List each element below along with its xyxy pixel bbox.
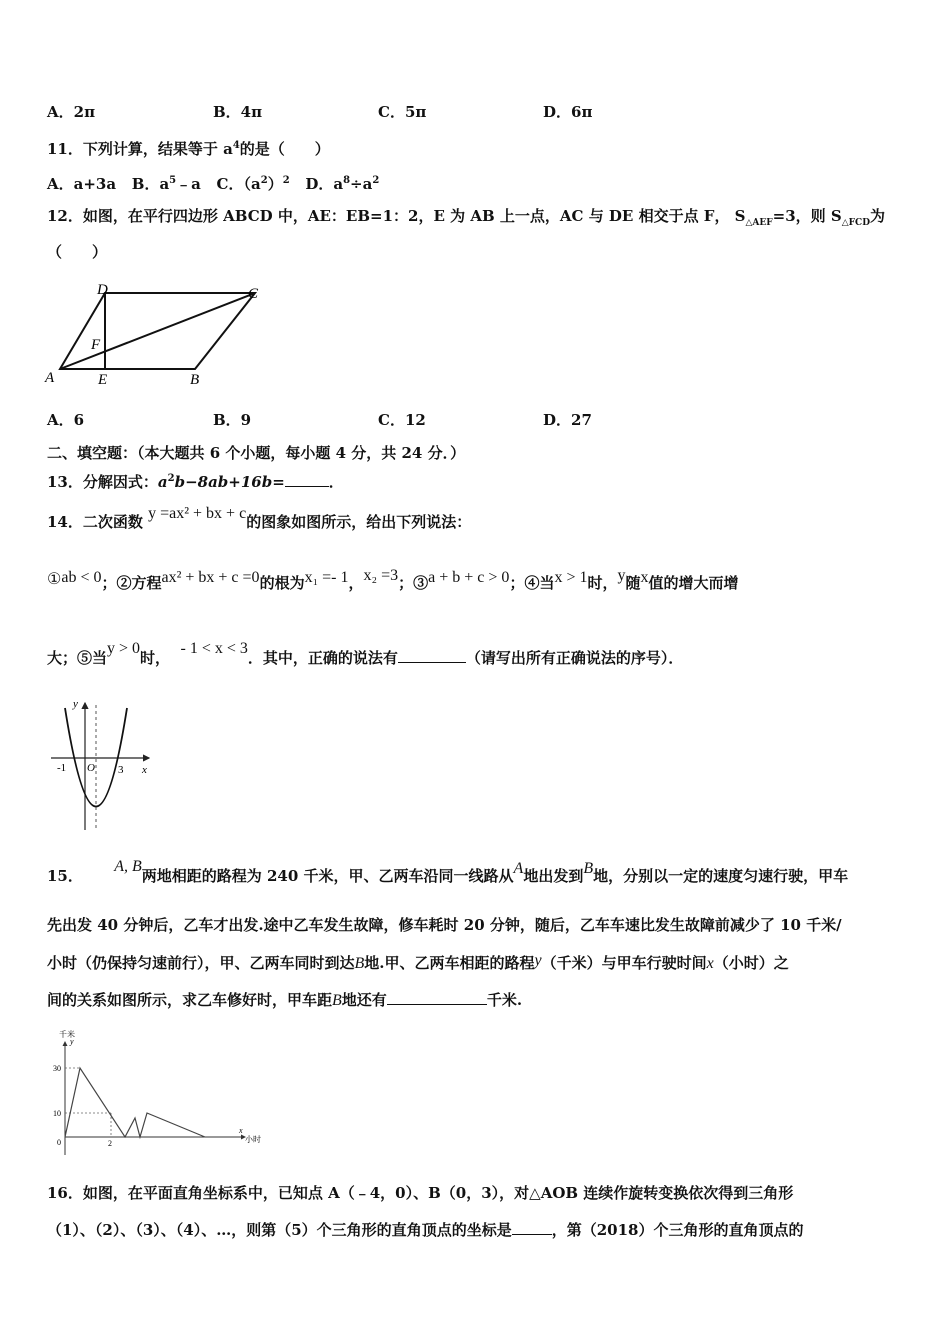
graph-label-y: y: [73, 698, 78, 710]
q12-paren: （ ）: [47, 243, 108, 261]
graph-label-3: 3: [118, 764, 124, 776]
q11-option-c: C．$(a^2)^2$: [216, 175, 290, 193]
q11-option-a: A．a+3a: [47, 175, 117, 193]
graph-tick-10: 10: [53, 1109, 61, 1118]
q11-stem: [47, 136, 330, 159]
q11-option-d: D．$a^8\div a^2$: [305, 175, 380, 193]
label-a: A: [45, 370, 55, 386]
graph-label-neg1: -1: [57, 762, 67, 774]
graph-ylabel-y: y: [70, 1037, 74, 1046]
q10-option-a: A．2π: [47, 103, 96, 121]
q15-answer-blank[interactable]: [387, 990, 487, 1005]
q12-option-d: D．27: [543, 411, 592, 429]
q16-answer-blank[interactable]: [512, 1220, 552, 1235]
q10-option-c: C．5π: [378, 103, 427, 121]
q11-stem-suffix: 的是（ ）: [239, 140, 330, 158]
q13-answer-blank[interactable]: [285, 472, 329, 487]
graph-tick-x2: 2: [108, 1139, 112, 1148]
q14-intro: 14．二次函数 y =ax² + bx + c的图象如图所示，给出下列说法：: [47, 505, 472, 531]
q12-option-c: C．12: [378, 411, 426, 429]
q11-stem-prefix: 11．下列计算，结果等于 a: [47, 140, 233, 158]
graph-ylabel: 千米: [59, 1030, 75, 1039]
label-c: C: [248, 286, 259, 302]
q16-line2: （1）、（2）、（3）、（4）、…，则第（5）个三角形的直角顶点的坐标是 ，第（2018）个三角形的直角顶点的: [47, 1221, 804, 1239]
q10-option-d: D．6π: [543, 103, 593, 121]
graph-tick-30: 30: [53, 1064, 61, 1073]
q15-line4: 间的关系如图所示，求乙车修好时，甲车距B地还有 千米.: [47, 991, 523, 1009]
q15-line3: 小时（仍保持匀速前行），甲、乙两车同时到达B地.甲、乙两车相距的路程y（千米）与甲车行驶时间x（小时）之: [47, 952, 789, 972]
graph-origin: 0: [57, 1138, 61, 1147]
q14-parabola-graph: [45, 695, 165, 835]
q14-statements-line3: 大；⑤当y > 0时， - 1 < x < 3．其中，正确的说法有 （请写出所有正确说法的序号）．: [47, 640, 684, 667]
q16-line1: 16．如图，在平面直角坐标系中，已知点 A（﹣4，0）、B（0，3），对△AOB 连续作旋转变换依次得到三角形: [47, 1184, 794, 1202]
label-d: D: [97, 282, 108, 298]
label-f: F: [91, 337, 101, 353]
q15-distance-time-graph: [45, 1030, 275, 1160]
q11-stem-exp: 4: [232, 140, 240, 151]
q14-function-formula: y =ax² + bx + c: [148, 505, 247, 522]
q12-stem: 12．如图，在平行四边形 ABCD 中，AE：EB=1：2，E 为 AB 上一点，AC 与 DE 相交于点 F， $S_{\triangle AEF}=3$，则 $S_{\triangle FCD}$为: [47, 207, 886, 228]
q14-statements-line1: ①ab < 0；②方程ax² + bx + c =0的根为x₁ =- 1，x₂ =3；③a + b + c > 0；④当x > 1时，y随x值的增大而增: [47, 567, 739, 592]
q12-option-b: B．9: [213, 411, 252, 429]
q14-answer-blank[interactable]: [398, 648, 466, 663]
graph-xunit: 小时: [245, 1135, 261, 1144]
distance-polyline: [65, 1068, 205, 1137]
q15-line1: 15． A, B两地相距的路程为 240 千米，甲、乙两车沿同一线路从A地出发到B地，分别以一定的速度匀速行驶，甲车: [47, 858, 849, 885]
q13-stem: 13．分解因式：$a^2b-8ab+16b=$ ．: [47, 473, 344, 491]
q12-parallelogram-figure: [45, 282, 265, 388]
q10-option-b: B．4π: [213, 103, 263, 121]
label-b: B: [190, 372, 200, 388]
q11-options: [47, 171, 379, 194]
label-e: E: [98, 372, 108, 388]
graph-label-x: x: [142, 764, 147, 776]
section-fill-in-heading: 二、填空题：（本大题共 6 个小题，每小题 4 分，共 24 分．）: [47, 444, 466, 462]
graph-label-o: O: [87, 762, 95, 774]
q15-line2: 先出发 40 分钟后，乙车才出发.途中乙车发生故障，修车耗时 20 分钟，随后，乙车车速比发生故障前减少了 10 千米/: [47, 916, 842, 934]
graph-xlabel: x: [239, 1126, 243, 1135]
q11-option-b: B．$a^5﹣a$: [131, 175, 201, 193]
q12-option-a: A．6: [47, 411, 85, 429]
